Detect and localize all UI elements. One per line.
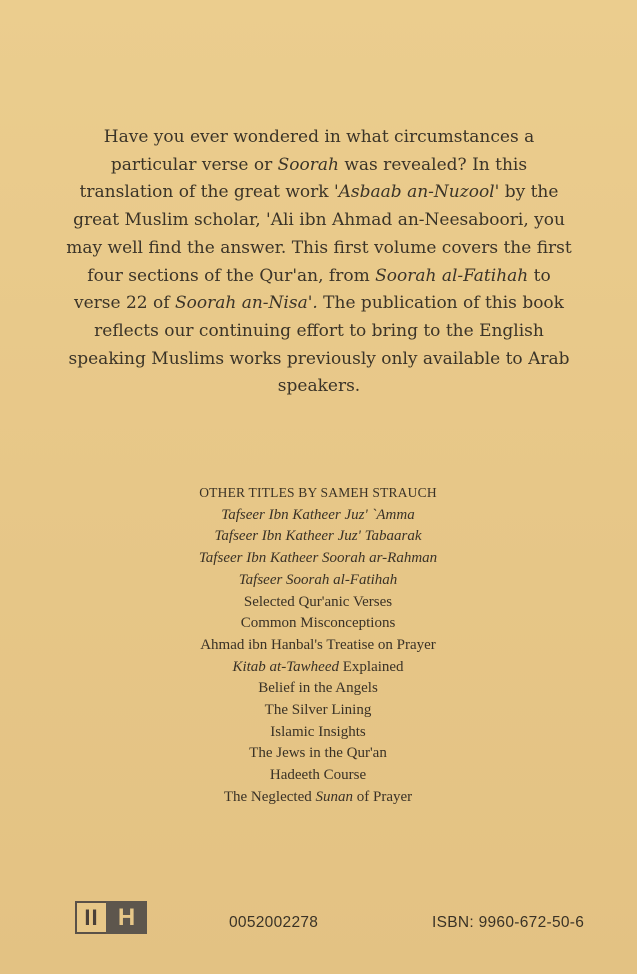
book-description [62,124,576,401]
title-text: Islamic Insights [270,723,366,740]
title-text: The Neglected [223,788,316,805]
title-text: Ahmad ibn Hanbal's Treatise on Prayer [200,636,436,653]
title-item [118,526,518,548]
text-run: was revealed? In this translation of the great work [79,154,528,203]
text-run: Have you ever wondered in what circumstances a particular verse or [103,127,535,175]
description-paragraph [62,124,576,401]
text-run: by the great Muslim scholar, 'Ali ibn Ahmad an-Neesaboori, you may well find the answer. This first volume covers the first four sections of the Qur'an, from [66,182,572,286]
italic-term: Soorah an-Nisa'. [174,293,318,314]
title-item [118,592,518,614]
italic-term: 'Asbaab an-Nuzool' [333,182,500,203]
title-text: Tafseer Ibn Katheer Juz' Tabaarak [214,528,422,545]
italic-term: Soorah al-Fatihah [375,265,529,286]
title-text: Tafseer Ibn Katheer Soorah ar-Rahman [198,550,438,567]
title-item [118,765,518,787]
title-text: Tafseer Soorah al-Fatihah [238,571,398,588]
isbn-number: ISBN: 9960-672-50-6 [432,914,585,931]
other-titles-heading: OTHER TITLES BY SAMEH STRAUCH [199,485,437,500]
title-text: Belief in the Angels [258,680,378,697]
title-item [118,635,518,657]
title-item [118,743,518,765]
title-item [118,700,518,722]
title-text: Common Misconceptions [240,615,396,632]
title-text: Explained [338,658,404,675]
title-item [118,570,518,592]
barcode-number: 0052002278 [229,914,319,931]
title-text: of Prayer [352,788,413,805]
iiph-logo [75,901,147,934]
title-item [118,722,518,744]
text-run: to verse 22 of [74,265,551,314]
title-item [118,657,518,679]
title-text: Hadeeth Course [269,767,367,784]
other-titles-section [118,482,518,809]
logo-left-letters: II [75,901,106,934]
title-text: Selected Qur'anic Verses [243,593,393,610]
logo-right-letter: H [106,901,147,934]
title-item [118,548,518,570]
title-text: The Jews in the Qur'an [249,745,387,762]
other-titles-list [118,505,518,809]
title-text: Kitab at-Tawheed [232,658,339,675]
italic-term: Soorah [277,154,339,175]
title-item [118,678,518,700]
title-item [118,613,518,635]
text-run: The publication of this book reflects our continuing effort to bring to the English speaking Muslims works previously only available to Arab speakers. [68,293,570,397]
title-item [118,787,518,809]
title-text: The Silver Lining [264,702,372,719]
title-item [118,505,518,527]
title-text: Tafseer Ibn Katheer Juz' `Amma [221,506,415,523]
title-text: Sunan [315,788,353,805]
